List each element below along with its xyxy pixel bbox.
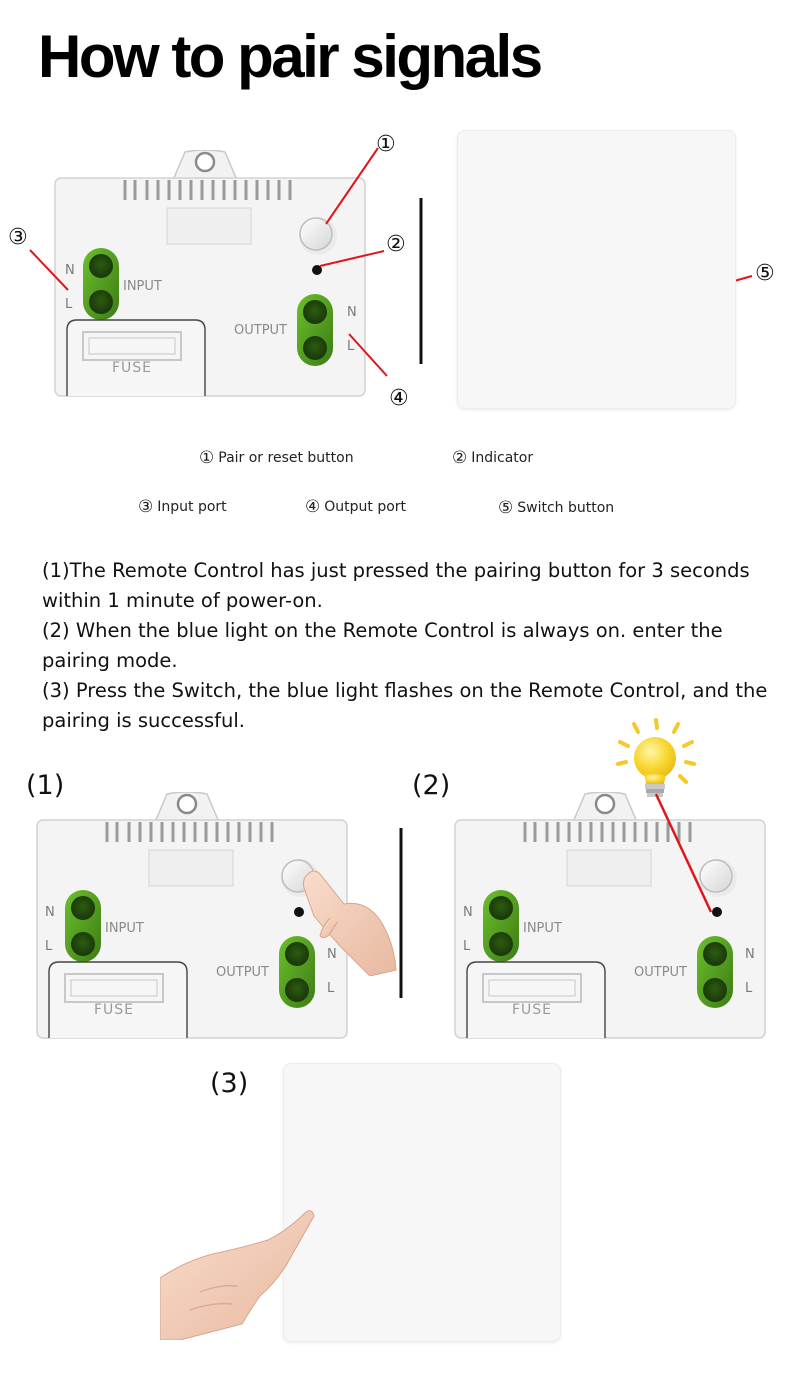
output-label: OUTPUT <box>234 323 287 338</box>
callout-number-4: ④ <box>389 386 409 411</box>
instruction-step-2: (2) When the blue light on the Remote Control is always on. enter the pairing mode. <box>42 619 723 672</box>
page-title: How to pair signals <box>38 23 541 90</box>
label-l-output: L <box>745 981 753 996</box>
switch-panel[interactable] <box>457 130 736 409</box>
step-label-2: (2) <box>412 770 451 801</box>
output-label: OUTPUT <box>634 965 687 980</box>
divider-line-step <box>398 828 404 998</box>
input-label: INPUT <box>123 279 162 294</box>
step-label-1: (1) <box>26 770 65 801</box>
label-l-input: L <box>65 297 73 312</box>
label-l-input: L <box>45 939 53 954</box>
legend-item-indicator: ② Indicator <box>452 448 534 468</box>
label-n-input: N <box>463 905 473 920</box>
label-n-output: N <box>347 305 357 320</box>
input-label: INPUT <box>523 921 562 936</box>
instructions-text <box>42 556 782 736</box>
label-n-input: N <box>65 263 75 278</box>
switch-panel-step3[interactable] <box>283 1063 561 1342</box>
fuse-label: FUSE <box>94 1002 135 1018</box>
callout-number-3: ③ <box>8 225 28 250</box>
callout-number-2: ② <box>386 232 406 257</box>
fuse-label: FUSE <box>112 360 153 376</box>
legend-item-pair-button: ① Pair or reset button <box>199 448 354 468</box>
callout-line-indicator <box>640 790 730 920</box>
hand-pointer-icon <box>300 866 400 976</box>
callout-number-5: ⑤ <box>755 261 775 286</box>
callout-number-1: ① <box>376 132 396 157</box>
callout-line-3 <box>30 250 68 290</box>
input-label: INPUT <box>105 921 144 936</box>
instruction-step-3: (3) Press the Switch, the blue light flashes on the Remote Control, and the pairing is successful. <box>42 679 768 732</box>
step-label-3: (3) <box>210 1068 249 1099</box>
label-n-output: N <box>327 947 337 962</box>
label-n-output: N <box>745 947 755 962</box>
callout-line-1 <box>326 148 378 224</box>
legend-item-switch-button: ⑤ Switch button <box>498 498 615 518</box>
output-label: OUTPUT <box>216 965 269 980</box>
legend-item-input-port: ③ Input port <box>138 497 227 517</box>
label-l-output: L <box>347 339 355 354</box>
hand-pointer-icon <box>160 1200 320 1340</box>
instruction-step-1: (1)The Remote Control has just pressed the pairing button for 3 seconds within 1 minute of power-on. <box>42 559 750 612</box>
label-l-output: L <box>327 981 335 996</box>
callout-line-4 <box>349 334 387 376</box>
label-l-input: L <box>463 939 471 954</box>
label-n-input: N <box>45 905 55 920</box>
legend-item-output-port: ④ Output port <box>305 497 407 517</box>
callout-line-2 <box>320 251 384 266</box>
fuse-label: FUSE <box>512 1002 553 1018</box>
